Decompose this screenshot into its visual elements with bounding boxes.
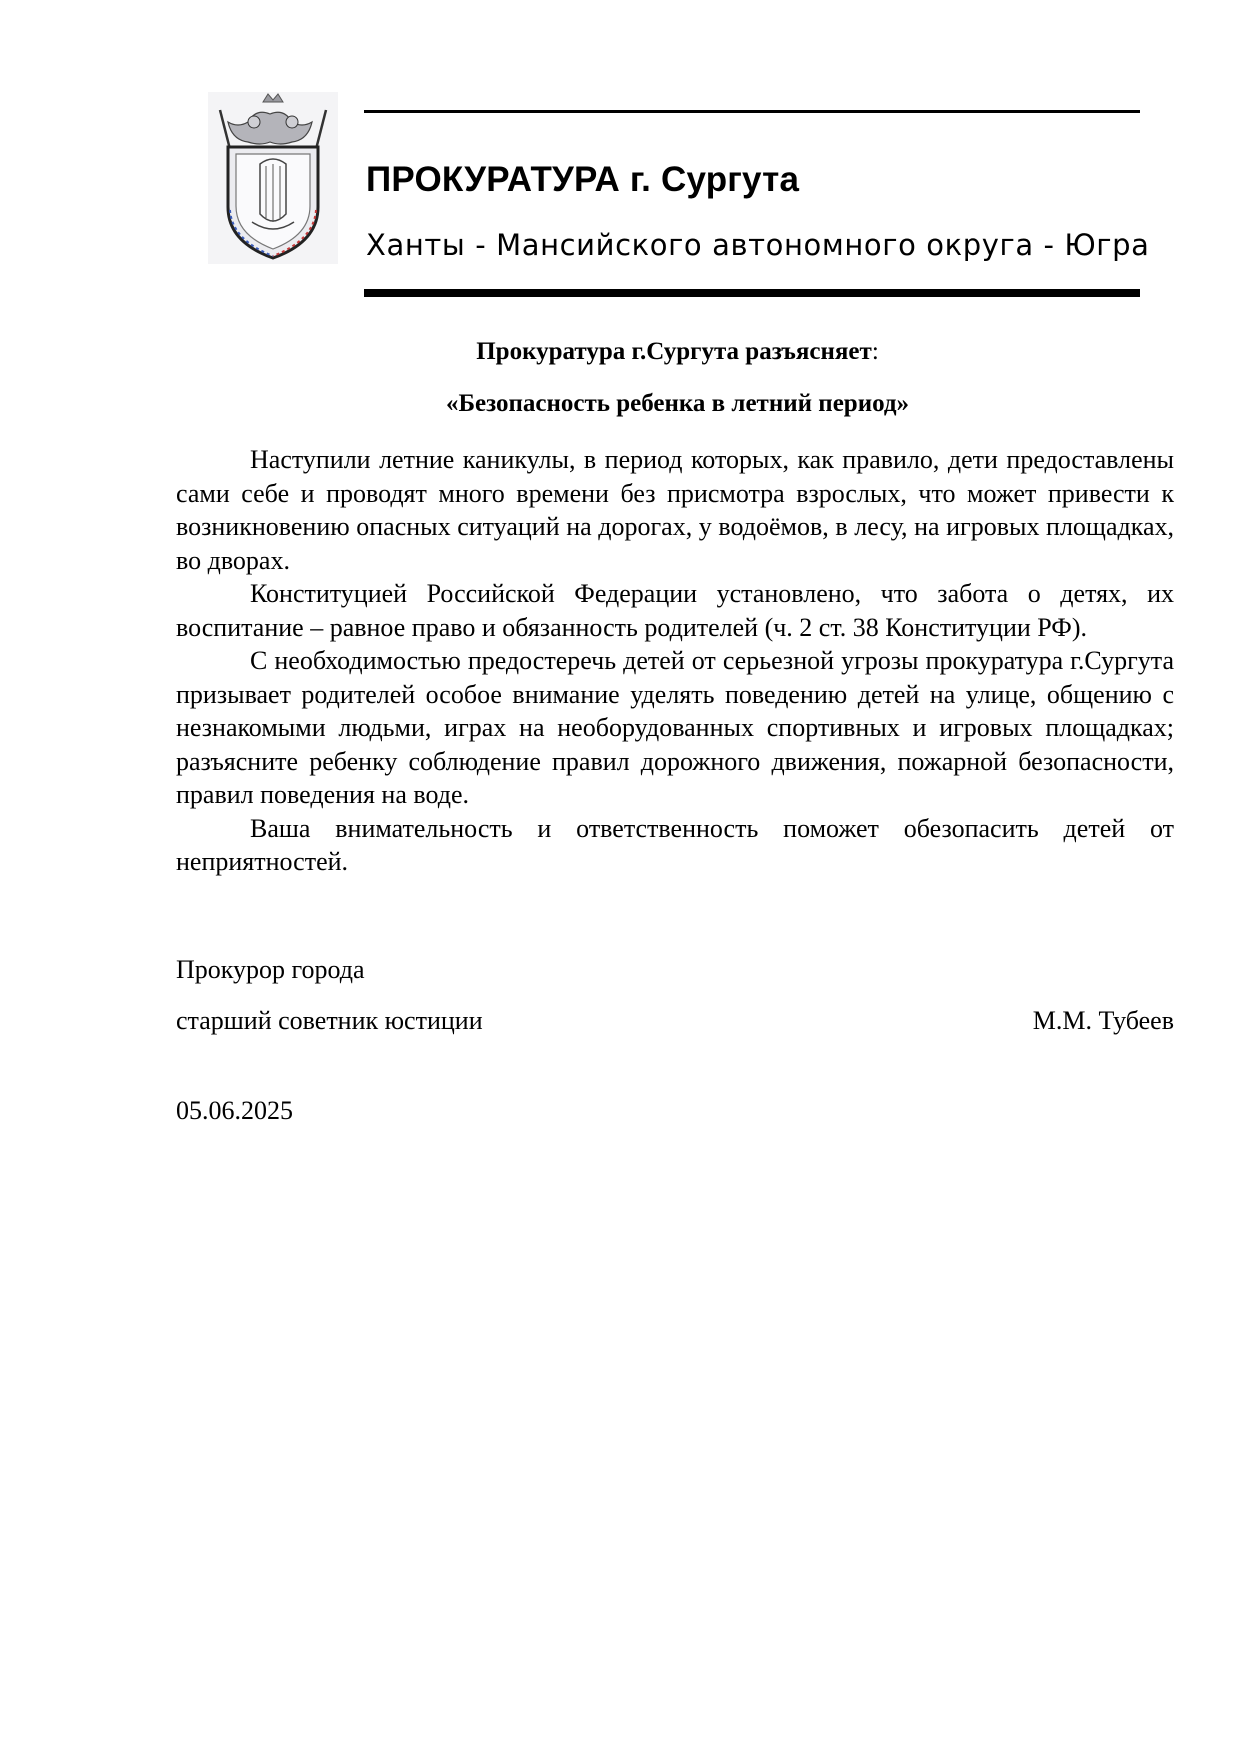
body-paragraph: Ваша внимательность и ответственность поможет обезопасить детей от неприятностей. bbox=[176, 813, 1174, 876]
heading-colon: : bbox=[871, 338, 879, 365]
signature-rank: старший советник юстиции bbox=[176, 1006, 483, 1035]
document-date: 05.06.2025 bbox=[176, 1096, 293, 1125]
signature-position: Прокурор города bbox=[176, 955, 365, 984]
document-heading bbox=[0, 338, 1240, 366]
document-subject: «Безопасность ребенка в летний период» bbox=[445, 390, 910, 417]
prosecutor-office-emblem-icon bbox=[208, 92, 338, 264]
organization-region: Ханты - Мансийского автономного округа - Югра bbox=[366, 228, 1150, 262]
body-paragraph: С необходимостью предостеречь детей от серьезной угрозы прокуратура г.Сургута призывает родителей особое внимание уделять поведению детей на улице, общению с незнакомыми людьми, играх на необорудованных спортивных и игровых площадках; разъясните ребенку соблюдение правил дорожного движения, пожарной безопасности, правил поведения на воде. bbox=[176, 646, 1174, 809]
letterhead-top-rule bbox=[364, 110, 1140, 113]
signature-name: М.М. Тубеев bbox=[1032, 1006, 1174, 1035]
organization-name: ПРОКУРАТУРА г. Сургута bbox=[366, 160, 800, 199]
body-paragraph: Конституцией Российской Федерации установлено, что забота о детях, их воспитание – равное право и обязанность родителей (ч. 2 ст. 38 Конституции РФ). bbox=[176, 579, 1174, 642]
letterhead-bottom-rule bbox=[364, 289, 1140, 297]
signature-block bbox=[176, 1006, 1174, 1036]
document-body bbox=[176, 443, 1174, 879]
heading-title: Прокуратура г.Сургута разъясняет bbox=[476, 338, 872, 365]
body-paragraph: Наступили летние каникулы, в период которых, как правило, дети предоставлены сами себе и проводят много времени без присмотра взрослых, что может привести к возникновению опасных ситуаций на дорогах, у водоёмов, в лесу, на игровых площадках, во дворах. bbox=[176, 445, 1174, 575]
